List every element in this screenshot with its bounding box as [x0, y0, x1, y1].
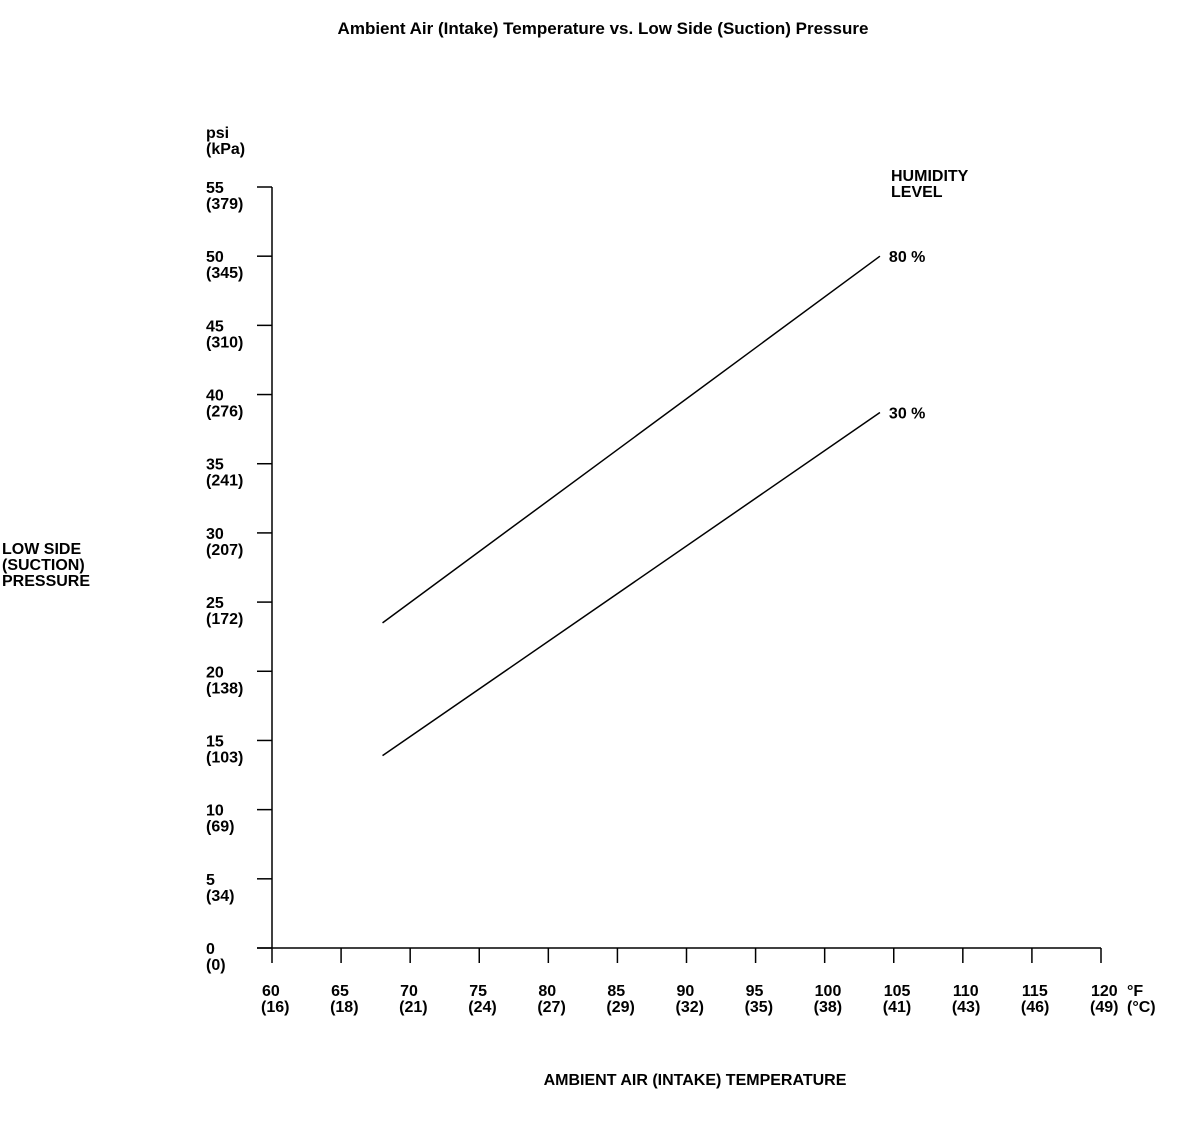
y-tick-label-psi: 0: [206, 941, 215, 958]
y-tick-label-kpa: (345): [206, 265, 244, 283]
legend-title-line-1: HUMIDITY: [891, 168, 969, 185]
y-tick-label-psi: 10: [206, 802, 224, 820]
x-tick-label-f: 110: [952, 983, 979, 1000]
x-tick-label-c: (35): [744, 999, 774, 1016]
y-tick-label-psi: 55: [206, 180, 224, 197]
y-tick-label-psi: 30: [206, 525, 224, 543]
y-tick-label-psi: 35: [206, 456, 224, 474]
y-tick-label-kpa: (69): [206, 818, 235, 836]
series-lines: [383, 249, 926, 755]
y-tick-label-psi: 25: [206, 595, 224, 613]
x-tick-label-c: (41): [882, 999, 912, 1016]
x-axis-label: AMBIENT AIR (INTAKE) TEMPERATURE: [543, 1072, 847, 1089]
x-tick-label-f: 65: [331, 983, 349, 1000]
x-ticks: [261, 948, 1118, 1016]
x-tick-label-c: (32): [675, 999, 704, 1016]
x-tick-label-f: 95: [745, 983, 764, 1000]
y-unit-kpa: (kPa): [206, 141, 246, 158]
y-tick-label-kpa: (172): [206, 611, 244, 629]
y-tick-label-kpa: (103): [206, 749, 244, 767]
y-tick-label-kpa: (34): [206, 887, 235, 905]
y-axis-label-line-2: (SUCTION): [2, 557, 85, 574]
y-tick-label-kpa: (0): [206, 957, 226, 974]
x-tick-label-f: 100: [814, 983, 842, 1000]
y-tick-label-kpa: (379): [206, 196, 244, 213]
x-tick-label-c: (27): [537, 999, 566, 1016]
x-tick-label-f: 115: [1021, 983, 1048, 1000]
x-tick-label-f: 75: [469, 983, 488, 1000]
y-tick-label-kpa: (138): [206, 680, 244, 698]
x-tick-label-f: 120: [1091, 983, 1118, 1000]
x-tick-label-f: 85: [607, 983, 626, 1000]
y-tick-label-psi: 45: [206, 318, 224, 336]
y-tick-label-psi: 15: [206, 733, 224, 751]
series-label: 30 %: [888, 405, 926, 423]
x-tick-label-c: (16): [261, 999, 290, 1016]
x-tick-label-c: (49): [1090, 999, 1119, 1016]
series-line: [383, 256, 880, 623]
y-axis-label-line-3: PRESSURE: [2, 573, 91, 590]
y-tick-label-kpa: (276): [206, 403, 244, 421]
y-tick-label-psi: 20: [206, 664, 224, 682]
y-tick-label-psi: 40: [206, 387, 224, 405]
series-line: [383, 413, 880, 756]
y-tick-label-kpa: (241): [206, 472, 244, 490]
x-tick-label-c: (38): [813, 999, 843, 1016]
y-tick-label-kpa: (310): [206, 334, 244, 352]
x-tick-label-c: (18): [330, 999, 359, 1016]
y-tick-label-psi: 5: [206, 871, 215, 889]
series-label: 80 %: [888, 249, 926, 267]
chart-title: Ambient Air (Intake) Temperature vs. Low Side (Suction) Pressure: [337, 19, 869, 38]
x-tick-label-c: (46): [1020, 999, 1050, 1016]
x-unit-f: °F: [1127, 983, 1144, 1000]
x-tick-label-f: 80: [538, 983, 557, 1000]
x-tick-label-f: 105: [883, 983, 911, 1000]
x-tick-label-f: 60: [262, 983, 280, 1000]
legend-title-line-2: LEVEL: [891, 184, 943, 201]
x-tick-label-f: 70: [400, 983, 418, 1000]
x-tick-label-c: (24): [468, 999, 497, 1016]
y-axis-label-line-1: LOW SIDE: [2, 541, 82, 558]
x-unit-c: (°C): [1127, 999, 1156, 1016]
x-tick-label-c: (21): [399, 999, 428, 1016]
y-unit-psi: psi: [206, 125, 230, 142]
y-tick-label-psi: 50: [206, 249, 224, 267]
x-tick-label-f: 90: [676, 983, 695, 1000]
x-tick-label-c: (43): [951, 999, 981, 1016]
x-tick-label-c: (29): [606, 999, 635, 1016]
y-tick-label-kpa: (207): [206, 541, 244, 559]
y-ticks: [206, 180, 272, 974]
